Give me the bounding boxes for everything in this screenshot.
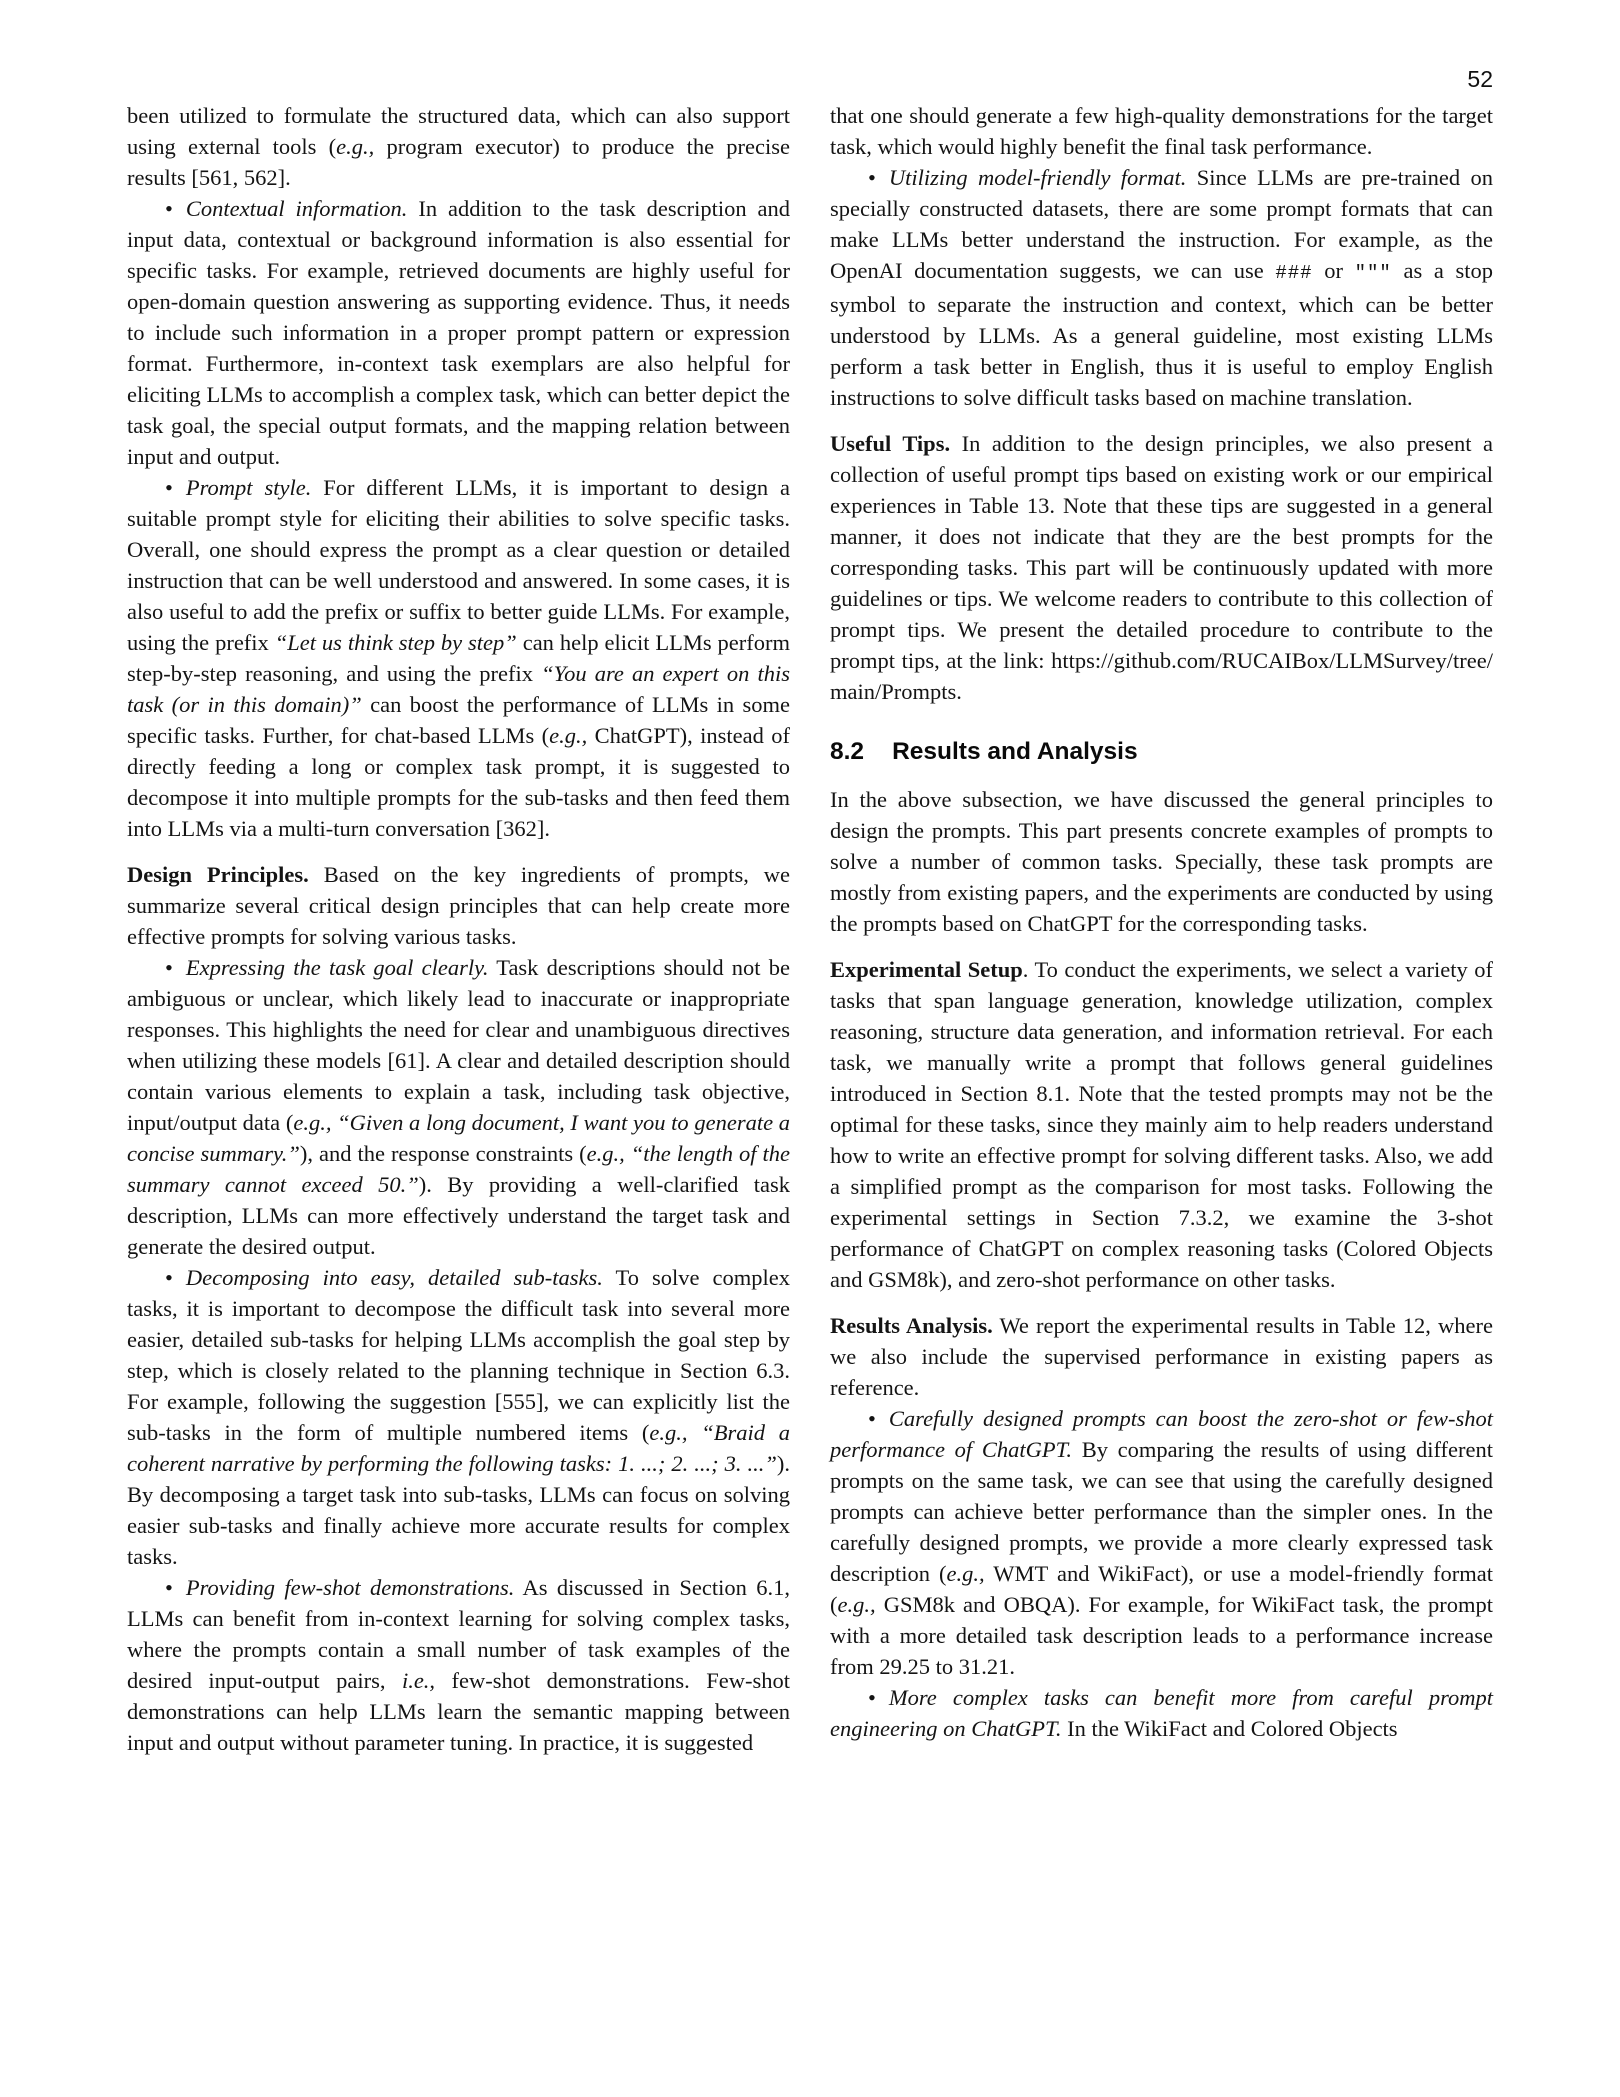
text-segment: few-shot demonstrations. Few-shot demonstrations can help LLMs learn the semantic mapping between input and output without parameter tuning. In practice, it is suggested [127,1668,790,1755]
bullet-item [127,472,790,844]
text-segment: We report the experimental results in Table 12, where we also include the supervised performance in existing papers as reference. [830,1313,1493,1400]
text-segment: More complex tasks can benefit more from careful prompt engineering on ChatGPT. [830,1685,1493,1741]
bullet-item [830,162,1493,413]
text-segment: To solve complex tasks, it is important to decompose the difficult task into several more easier, detailed sub-tasks for helping LLMs accomplish the goal step by step, which is closely related to the planning technique in Section 6.3. For example, following the suggestion [555], we can explicitly list the sub-tasks in the form of multiple numbered items ( [127,1265,790,1445]
text-segment: e.g., [649,1420,688,1445]
text-segment: “Braid a coherent narrative by performing the following tasks: 1. ...; 2. ...; 3. ...” [127,1420,791,1476]
text-segment: """ [1354,262,1392,284]
text-segment: ### [1275,262,1313,284]
bullet-item [830,1682,1493,1744]
text-segment: program executor) to produce the precise results [561, 562]. [127,134,790,190]
content [127,100,1493,1758]
bullet-item [127,193,790,472]
text-segment: Carefully designed prompts can boost the zero-shot or few-shot performance of ChatGPT. [830,1406,1493,1462]
text-segment: By comparing the results of using different prompts on the same task, we can see that using the carefully designed prompts can achieve better performance than the simpler ones. In the carefully designed prompts, we provide a more clearly expressed task description ( [830,1437,1493,1586]
left-column [127,100,790,1758]
bullet-item [127,952,790,1262]
bullet-item [127,1572,790,1758]
text-segment: Contextual information. [185,196,408,221]
text-segment: i.e., [401,1668,436,1693]
bullet-icon: • [165,196,173,221]
text-segment: Design Principles. [127,862,309,887]
text-segment: Prompt style. [185,475,312,500]
text-segment: Expressing the task goal clearly. [185,955,489,980]
text-segment: ), and the response constraints ( [299,1141,587,1166]
text-segment: In the above subsection, we have discussed the general principles to design the prompts. This part presents concrete examples of prompts to solve a number of common tasks. Specially, these task prompts are mostly from existing papers, and the experiments are conducted by using the prompts based on ChatGPT for the corresponding tasks. [830,787,1493,936]
text-segment: as a stop symbol to separate the instruction and context, which can be better understood by LLMs. As a general guideline, most existing LLMs perform a task better in English, thus it is useful to employ English instructions to solve difficult tasks based on machine translation. [830,258,1493,410]
paragraph [830,100,1493,162]
text-segment: ). By decomposing a target task into sub-tasks, LLMs can focus on solving easier sub-tasks and finally achieve more accurate results for complex tasks. [127,1451,790,1569]
bullet-icon: • [165,955,173,980]
text-segment: As discussed in Section 6.1, LLMs can benefit from in-context learning for solving complex tasks, where the prompts contain a small number of task examples of the desired input-output pairs, [127,1575,790,1693]
text-segment: e.g., [837,1592,876,1617]
text-segment: e.g., [946,1561,985,1586]
section-number: 8.2 [830,738,865,765]
paragraph [830,428,1493,707]
text-segment: Decomposing into easy, detailed sub-tasks. [185,1265,603,1290]
text-segment: In addition to the design principles, we also present a collection of useful prompt tips based on existing work or our empirical experiences in Table 13. Note that these tips are suggested in a general manner, it does not indicate that they are the best prompts for the corresponding tasks. This part will be continuously updated with more guidelines or tips. We welcome readers to contribute to this collection of prompt tips. We present the detailed procedure to contribute to the prompt tips, at the link: [830,431,1493,673]
bullet-item [830,1403,1493,1682]
paragraph [830,954,1493,1295]
text-segment: e.g., [293,1110,332,1135]
paragraph [127,859,790,952]
text-segment: can boost the performance of LLMs in some specific tasks. Further, for chat-based LLMs ( [127,692,790,748]
text-segment: In the WikiFact and Colored Objects [1061,1716,1398,1741]
text-segment: WMT and WikiFact), or use a model-friendly format ( [830,1561,1493,1617]
text-segment: Results Analysis. [830,1313,993,1338]
text-segment: For different LLMs, it is important to design a suitable prompt style for eliciting their abilities to solve specific tasks. Overall, one should express the prompt as a clear question or detailed instruction that can be well understood and answered. In some cases, it is also useful to add the prefix or suffix to better guide LLMs. For example, using the prefix [127,475,791,655]
bullet-icon: • [868,1406,876,1431]
text-segment: ). By providing a well-clarified task description, LLMs can more effectively understand the target task and generate the desired output. [127,1172,791,1259]
bullet-icon: • [868,1685,876,1710]
bullet-item [127,1262,790,1572]
text-segment: “Let us think step by step” [274,630,517,655]
text-segment: e.g., [586,1141,625,1166]
text-segment: Since LLMs are pre-trained on specially constructed datasets, there are some prompt formats that can make LLMs better understand the instruction. For example, as the OpenAI documentation suggests, we can use [830,165,1493,283]
text-segment: In addition to the task description and input data, contextual or background information is also essential for specific tasks. For example, retrieved documents are highly useful for open-domain question answering as supporting evidence. Thus, it needs to include such information in a proper prompt pattern or expression format. Furthermore, in-context task exemplars are also helpful for eliciting LLMs to accomplish a complex task, which can better depict the task goal, the special output formats, and the mapping relation between input and output. [127,196,790,469]
section-heading [830,737,1493,767]
text-segment: e.g., [336,134,375,159]
paragraph [830,1310,1493,1403]
text-segment: can help elicit LLMs perform step-by-step reasoning, and using the prefix [127,630,791,686]
text-segment: Experimental Setup [830,957,1023,982]
text-segment: that one should generate a few high-quality demonstrations for the target task, which would highly benefit the final task performance. [830,103,1493,159]
bullet-icon: • [165,1265,173,1290]
github-link[interactable]: https://github.com/RUCAIBox/LLMSurvey/tree/main/Prompts. [830,648,1493,704]
right-column [830,100,1493,1758]
text-segment: “the length of the summary cannot exceed 50.” [127,1141,790,1197]
text-segment: been utilized to formulate the structured data, which can also support using external tools ( [127,103,790,159]
text-segment: Based on the key ingredients of prompts, we summarize several critical design principles that can help create more effective prompts for solving various tasks. [127,862,790,949]
text-segment: or [1312,258,1355,283]
text-segment: “Given a long document, I want you to generate a concise summary.” [127,1110,790,1166]
section-title: Results and Analysis [892,738,1138,765]
page-number: 52 [1467,66,1493,92]
bullet-icon: • [165,1575,173,1600]
text-segment: Useful Tips. [830,431,951,456]
text-segment: e.g., [549,723,588,748]
text-segment: “You are an expert on this task (or in this domain)” [127,661,790,717]
paragraph [830,784,1493,939]
text-segment: ChatGPT), instead of directly feeding a long or complex task prompt, it is suggested to decompose it into multiple prompts for the sub-tasks and then feed them into LLMs via a multi-turn conversation [362]. [127,723,790,841]
text-segment: . To conduct the experiments, we select a variety of tasks that span language generation, knowledge utilization, complex reasoning, structure data generation, and information retrieval. For each task, we manually write a prompt that follows general guidelines introduced in Section 8.1. Note that the tested prompts may not be the optimal for these tasks, since they mainly aim to help readers understand how to write an effective prompt for solving different tasks. Also, we add a simplified prompt as the comparison for most tasks. Following the experimental settings in Section 7.3.2, we examine the 3-shot performance of ChatGPT on complex reasoning tasks (Colored Objects and GSM8k), and zero-shot performance on other tasks. [830,957,1493,1292]
paragraph [127,100,790,193]
text-segment: GSM8k and OBQA). For example, for WikiFact task, the prompt with a more detailed task description leads to a performance increase from 29.25 to 31.21. [830,1592,1493,1679]
bullet-icon: • [868,165,876,190]
bullet-icon: • [165,475,173,500]
text-segment: Task descriptions should not be ambiguous or unclear, which likely lead to inaccurate or inappropriate responses. This highlights the need for clear and unambiguous directives when utilizing these models [61]. A clear and detailed description should contain various elements to explain a task, including task objective, input/output data ( [127,955,790,1135]
text-segment: Providing few-shot demonstrations. [185,1575,515,1600]
text-segment: Utilizing model-friendly format. [888,165,1187,190]
